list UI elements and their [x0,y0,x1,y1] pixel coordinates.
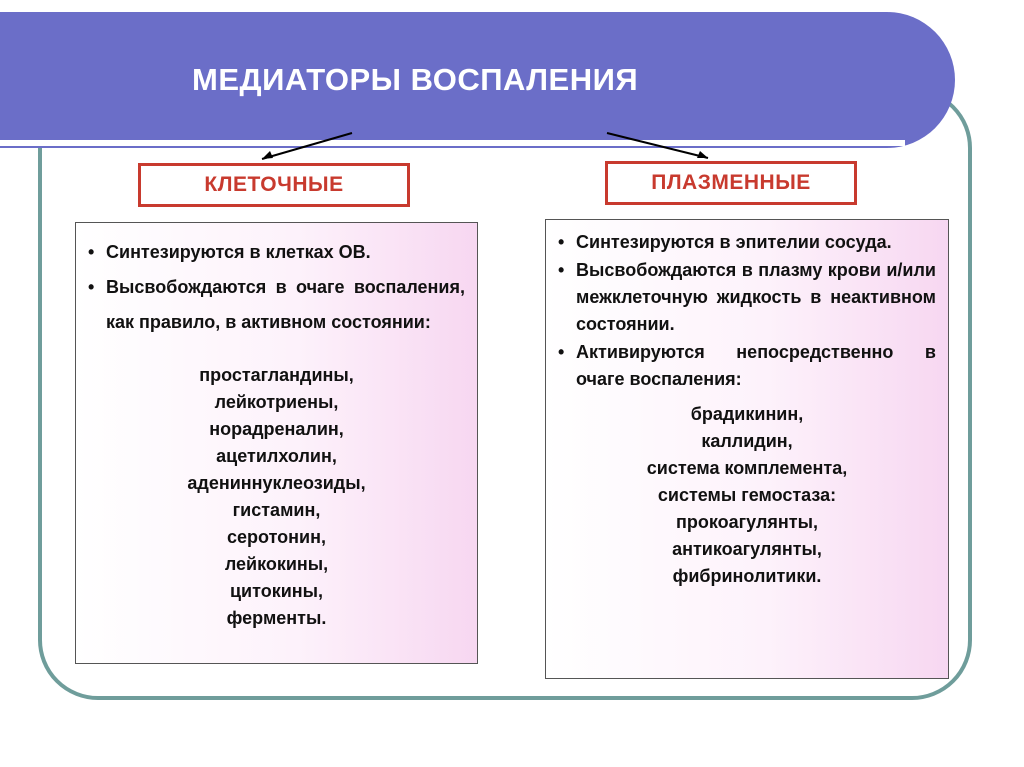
mediator-item: система комплемента, [646,458,848,478]
list-item [88,270,465,340]
plasma-bullet-list [558,229,936,393]
mediator-item: норадреналин, [209,419,344,439]
arrow-to-cellular [262,133,352,159]
mediator-item: прокоагулянты, [676,512,818,532]
list-item [558,339,936,393]
bullet-text: Синтезируются в эпителии сосуда. [576,232,892,252]
mediator-item: ацетилхолин, [216,446,337,466]
bullet-text: Высвобождаются в очаге воспаления, как правило, в активном состоянии: [106,277,465,332]
category-plasma: ПЛАЗМЕННЫЕ [605,161,857,205]
mediator-item: цитокины, [229,581,324,601]
slide-title: МЕДИАТОРЫ ВОСПАЛЕНИЯ [192,62,639,97]
mediator-item: лейкотриены, [214,392,339,412]
mediator-item: брадикинин, [690,404,804,424]
arrow-to-plasma [607,133,708,158]
list-item [558,257,936,338]
mediator-item: лейкокины, [224,554,329,574]
bullet-text: Синтезируются в клетках ОВ. [106,242,371,262]
bullet-icon: • [88,277,95,297]
category-cellular: КЛЕТОЧНЫЕ [138,163,410,207]
mediator-item: каллидин, [701,431,793,451]
mediator-item: адениннуклеозиды, [187,473,366,493]
mediator-item: системы гемостаза: [657,485,837,505]
arrow-head-plasma [697,151,708,158]
bullet-icon: • [558,232,565,252]
mediator-item: простагландины, [199,365,354,385]
bullet-icon: • [558,342,565,362]
mediator-item: гистамин, [232,500,321,520]
mediator-item: серотонин, [227,527,326,547]
arrow-head-cellular [262,151,273,159]
bullet-icon: • [558,260,565,280]
plasma-panel [545,219,949,679]
list-item [88,235,465,270]
cellular-bullet-list [88,235,465,340]
cellular-panel [75,222,478,664]
mediator-item: фибринолитики. [672,566,822,586]
mediator-item: ферменты. [226,608,327,628]
plasma-mediator-list [558,401,936,590]
bullet-text: Активируются непосредственно в очаге воспаления: [576,342,936,389]
list-item [558,229,936,256]
bullet-text: Высвобождаются в плазму крови и/или межклеточную жидкость в неактивном состоянии. [576,260,936,334]
cellular-mediator-list [88,362,465,632]
mediator-item: антикоагулянты, [672,539,822,559]
bullet-icon: • [88,242,95,262]
